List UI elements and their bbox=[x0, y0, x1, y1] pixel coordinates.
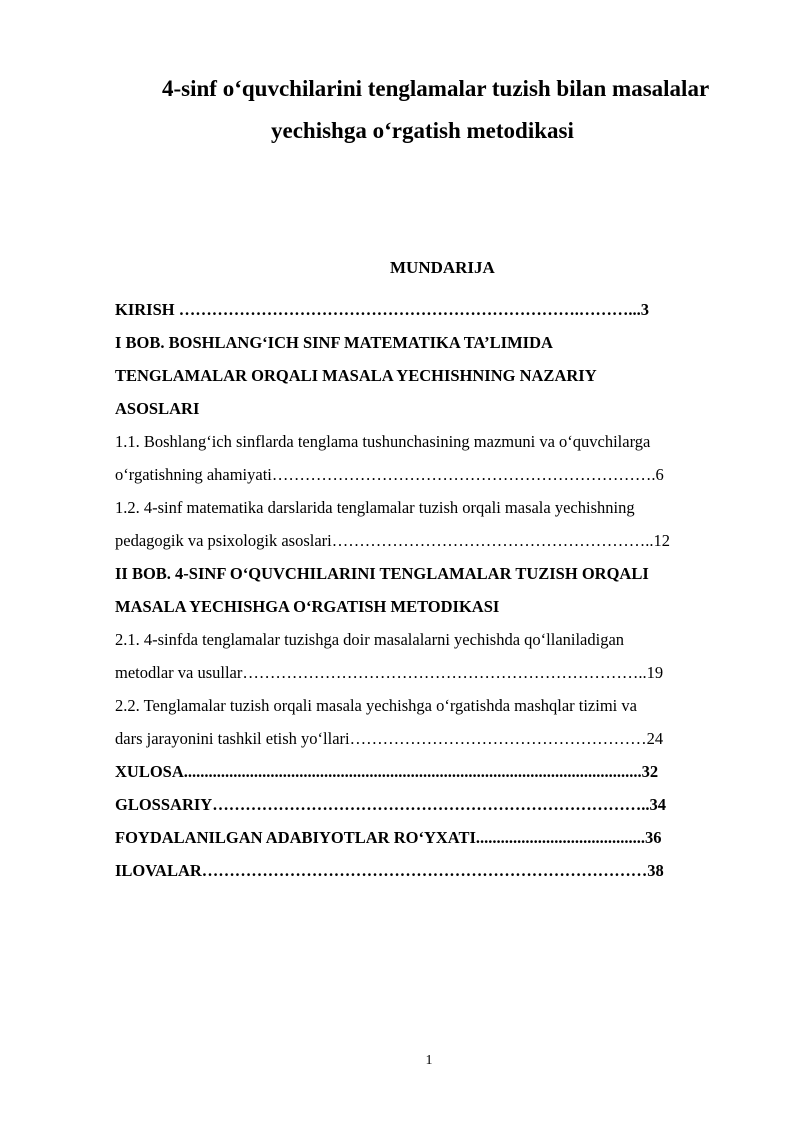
toc-entry-xulosa: XULOSA...............................................................................................................32 bbox=[115, 762, 659, 781]
toc-section-1-1-line-1: 1.1. Boshlang‘ich sinflarda tenglama tushunchasining mazmuni va o‘quvchilarga bbox=[115, 432, 651, 451]
toc-chapter-1-title-line-1: I BOB. BOSHLANG‘ICH SINF MATEMATIKA TA’LIMIDA bbox=[115, 333, 553, 352]
toc-entry-glossariy: GLOSSARIY……………………………………………………………………..34 bbox=[115, 795, 666, 814]
toc-chapter-2-title-line-1: II BOB. 4-SINF O‘QUVCHILARINI TENGLAMALAR TUZISH ORQALI bbox=[115, 564, 649, 583]
toc-section-1-1-line-2: o‘rgatishning ahamiyati…………………………………………………………….6 bbox=[115, 465, 664, 484]
toc-section-2-2-line-2: dars jarayonini tashkil etish yo‘llari………………………………………………24 bbox=[115, 729, 664, 748]
document-title-line-1: 4-sinf o‘quvchilarini tenglamalar tuzish bilan masalalar bbox=[162, 76, 710, 101]
toc-entry-kirish: KIRISH ……………………………………………………………….………...3 bbox=[115, 300, 649, 319]
toc-entry-adabiyotlar: FOYDALANILGAN ADABIYOTLAR RO‘YXATI.........................................36 bbox=[115, 828, 662, 847]
document-title-line-2: yechishga o‘rgatish metodikasi bbox=[271, 118, 574, 143]
page-number: 1 bbox=[425, 1053, 433, 1068]
toc-chapter-1-title-line-2: TENGLAMALAR ORQALI MASALA YECHISHNING NAZARIY bbox=[115, 366, 597, 385]
toc-section-2-2-line-1: 2.2. Tenglamalar tuzish orqali masala yechishga o‘rgatishda mashqlar tizimi va bbox=[115, 696, 637, 715]
toc-entry-ilovalar: ILOVALAR………………………………………………………………………38 bbox=[115, 861, 664, 880]
toc-chapter-2-title-line-2: MASALA YECHISHGA O‘RGATISH METODIKASI bbox=[115, 597, 500, 616]
toc-section-1-2-line-1: 1.2. 4-sinf matematika darslarida tenglamalar tuzish orqali masala yechishning bbox=[115, 498, 635, 517]
toc-section-1-2-line-2: pedagogik va psixologik asoslari…………………………………………………..12 bbox=[115, 531, 671, 550]
toc-heading: MUNDARIJA bbox=[390, 258, 495, 277]
toc-section-2-1-line-1: 2.1. 4-sinfda tenglamalar tuzishga doir masalalarni yechishda qo‘llaniladigan bbox=[115, 630, 625, 649]
toc-chapter-1-title-line-3: ASOSLARI bbox=[115, 399, 200, 418]
toc-section-2-1-line-2: metodlar va usullar………………………………………………………………..19 bbox=[115, 663, 664, 682]
